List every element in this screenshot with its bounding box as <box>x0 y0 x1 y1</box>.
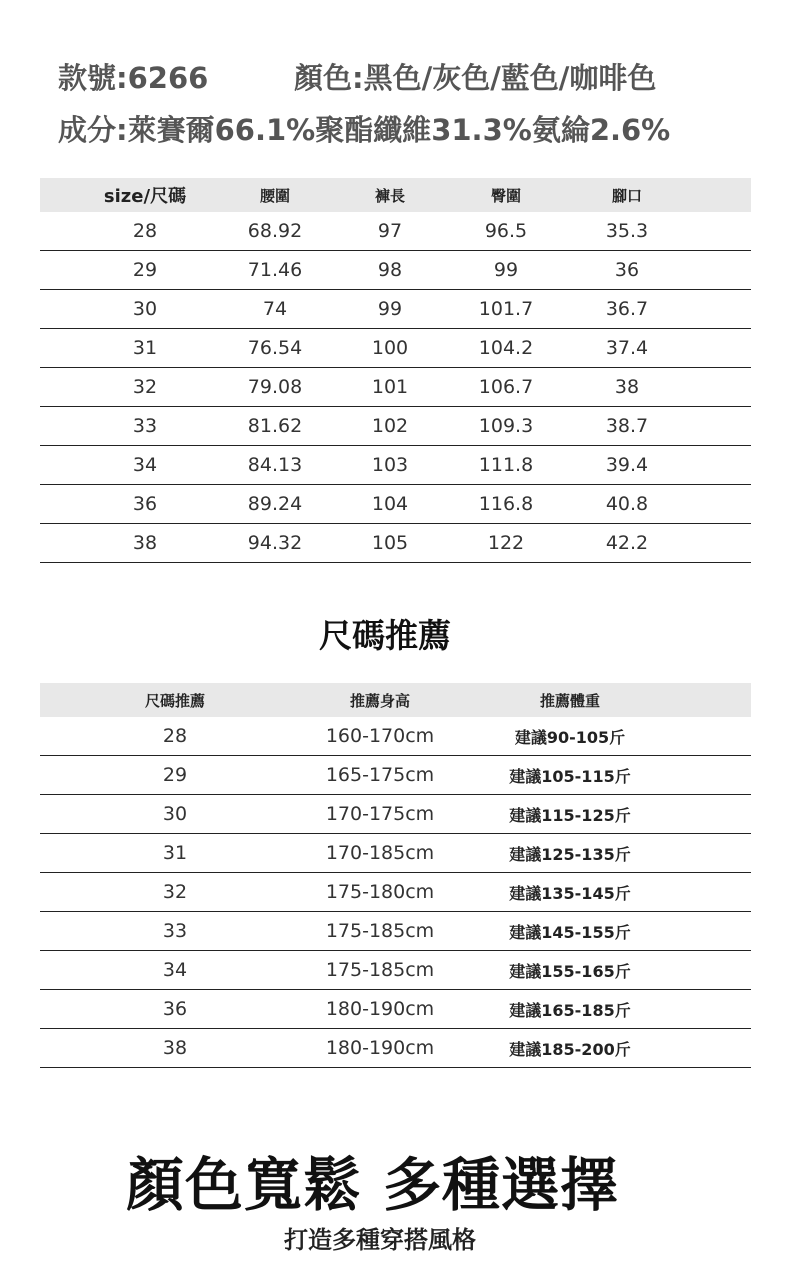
header-length: 褲長 <box>374 186 405 205</box>
cell-hem: 42.2 <box>605 532 649 554</box>
cell-size: 29 <box>132 259 158 281</box>
header-waist: 腰圍 <box>259 186 290 205</box>
table-row <box>40 990 751 1029</box>
table-row <box>40 524 751 563</box>
cell-size: 38 <box>132 532 158 554</box>
cell-hip: 111.8 <box>478 454 534 476</box>
composition: 成分:萊賽爾66.1%聚酯纖維31.3%氨綸2.6% <box>58 113 671 147</box>
table-row <box>40 446 751 485</box>
cell-height: 175-180cm <box>325 881 435 903</box>
cell-weight: 建議155-165斤 <box>509 961 631 981</box>
cell-height: 170-175cm <box>325 803 435 825</box>
cell-height: 180-190cm <box>325 1037 435 1059</box>
size-table-header <box>40 178 751 212</box>
table-row <box>40 329 751 368</box>
cell-size: 34 <box>162 959 188 981</box>
cell-waist: 76.54 <box>247 337 303 359</box>
cell-size: 36 <box>132 493 158 515</box>
cell-length: 105 <box>371 532 409 554</box>
table-row <box>40 951 751 990</box>
header-height: 推薦身高 <box>349 691 410 710</box>
cell-waist: 89.24 <box>247 493 303 515</box>
size-table <box>40 178 751 563</box>
table-row <box>40 873 751 912</box>
cell-height: 175-185cm <box>325 920 435 942</box>
cell-hip: 109.3 <box>478 415 534 437</box>
cell-hem: 35.3 <box>605 220 649 242</box>
style-color-line <box>58 56 657 97</box>
slogan: 顏色寬鬆 多種選擇 <box>125 1151 620 1219</box>
cell-size: 34 <box>132 454 158 476</box>
cell-hem: 36 <box>614 259 640 281</box>
cell-height: 175-185cm <box>325 959 435 981</box>
cell-hip: 106.7 <box>478 376 534 398</box>
cell-hem: 38 <box>614 376 640 398</box>
color-options: 顏色:黑色/灰色/藍色/咖啡色 <box>294 61 657 95</box>
cell-waist: 84.13 <box>247 454 303 476</box>
cell-hem: 38.7 <box>605 415 649 437</box>
cell-height: 170-185cm <box>325 842 435 864</box>
cell-waist: 94.32 <box>247 532 303 554</box>
cell-waist: 79.08 <box>247 376 303 398</box>
cell-weight: 建議165-185斤 <box>509 1000 631 1020</box>
cell-weight: 建議105-115斤 <box>509 766 631 786</box>
cell-height: 180-190cm <box>325 998 435 1020</box>
cell-size: 31 <box>132 337 158 359</box>
cell-hem: 36.7 <box>605 298 649 320</box>
cell-size: 33 <box>162 920 188 942</box>
header-weight: 推薦體重 <box>539 691 600 710</box>
cell-length: 102 <box>371 415 409 437</box>
cell-height: 160-170cm <box>325 725 435 747</box>
cell-hem: 40.8 <box>605 493 649 515</box>
header-size: size/尺碼 <box>103 186 187 207</box>
cell-size: 30 <box>162 803 188 825</box>
cell-weight: 建議145-155斤 <box>509 922 631 942</box>
cell-weight: 建議185-200斤 <box>509 1039 631 1059</box>
cell-length: 98 <box>377 259 403 281</box>
table-row <box>40 1029 751 1068</box>
table-row <box>40 290 751 329</box>
recommendation-table <box>40 683 751 1068</box>
cell-waist: 74 <box>262 298 288 320</box>
cell-size: 29 <box>162 764 188 786</box>
cell-size: 36 <box>162 998 188 1020</box>
table-row <box>40 717 751 756</box>
recommendation-table-header <box>40 683 751 717</box>
cell-weight: 建議125-135斤 <box>509 844 631 864</box>
table-row <box>40 368 751 407</box>
cell-size: 33 <box>132 415 158 437</box>
cell-height: 165-175cm <box>325 764 435 786</box>
cell-weight: 建議115-125斤 <box>509 805 631 825</box>
cell-length: 104 <box>371 493 409 515</box>
header-hip: 臀圍 <box>490 186 521 205</box>
table-row <box>40 795 751 834</box>
cell-waist: 71.46 <box>247 259 303 281</box>
table-row <box>40 251 751 290</box>
cell-hip: 116.8 <box>478 493 534 515</box>
cell-hip: 104.2 <box>478 337 534 359</box>
table-row <box>40 834 751 873</box>
cell-length: 100 <box>371 337 409 359</box>
cell-weight: 建議90-105斤 <box>514 727 626 747</box>
cell-hem: 37.4 <box>605 337 649 359</box>
recommendation-heading: 尺碼推薦 <box>319 616 451 655</box>
cell-hip: 101.7 <box>478 298 534 320</box>
cell-waist: 68.92 <box>247 220 303 242</box>
cell-size: 30 <box>132 298 158 320</box>
cell-size: 28 <box>132 220 158 242</box>
cell-weight: 建議135-145斤 <box>509 883 631 903</box>
cell-hem: 39.4 <box>605 454 649 476</box>
cell-size: 28 <box>162 725 188 747</box>
header-hem: 腳口 <box>611 186 642 205</box>
table-row <box>40 407 751 446</box>
cell-hip: 99 <box>493 259 519 281</box>
cell-size: 32 <box>132 376 158 398</box>
table-row <box>40 212 751 251</box>
table-row <box>40 912 751 951</box>
cell-hip: 96.5 <box>484 220 528 242</box>
cell-waist: 81.62 <box>247 415 303 437</box>
cell-length: 101 <box>371 376 409 398</box>
cell-size: 32 <box>162 881 188 903</box>
cell-size: 38 <box>162 1037 188 1059</box>
table-row <box>40 756 751 795</box>
cell-size: 31 <box>162 842 188 864</box>
style-number: 款號:6266 <box>58 61 209 95</box>
table-row <box>40 485 751 524</box>
cell-length: 97 <box>377 220 403 242</box>
sub-slogan: 打造多種穿搭風格 <box>284 1226 476 1254</box>
header-size-rec: 尺碼推薦 <box>144 691 205 710</box>
cell-length: 103 <box>371 454 409 476</box>
cell-length: 99 <box>377 298 403 320</box>
cell-hip: 122 <box>487 532 525 554</box>
